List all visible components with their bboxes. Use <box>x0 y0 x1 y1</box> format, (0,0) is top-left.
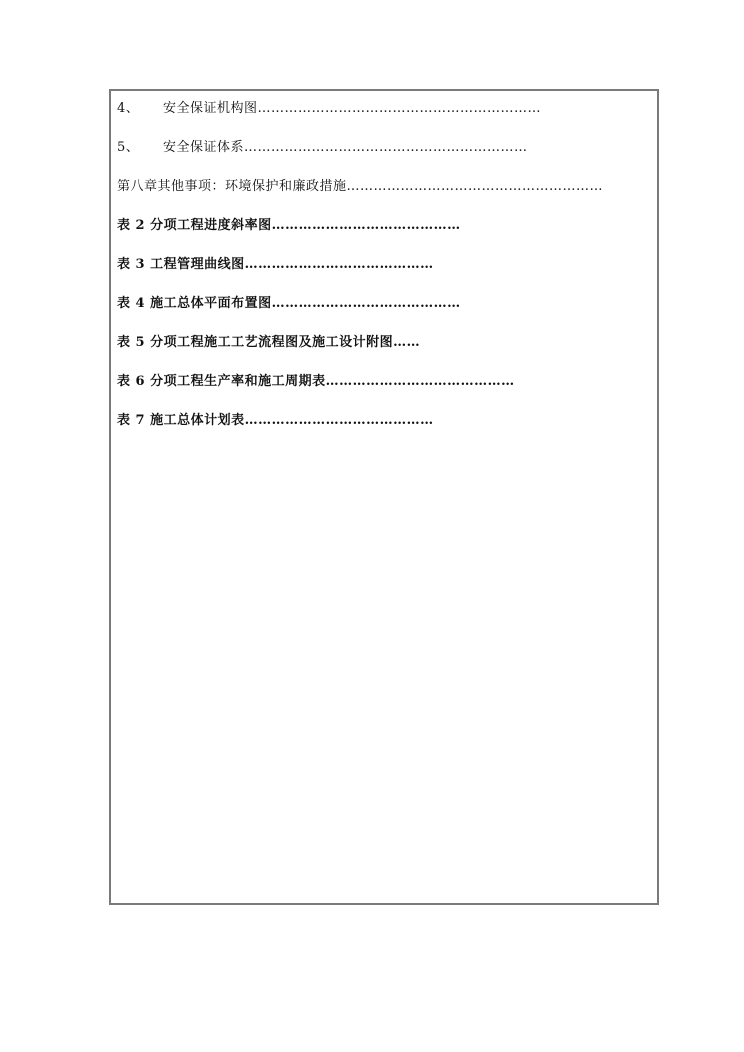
toc-item-safety-org-chart[interactable] <box>117 101 541 117</box>
toc-item-table-7[interactable] <box>117 413 434 429</box>
toc-leader-dots: …………………………………… <box>244 413 434 428</box>
toc-item-title: 表 5 分项工程施工工艺流程图及施工设计附图 <box>117 335 394 350</box>
toc-item-safety-system[interactable] <box>117 140 528 156</box>
toc-item-title: 表 3 工程管理曲线图 <box>117 257 245 272</box>
toc-leader-dots: …………………………………… <box>325 374 515 389</box>
toc-item-table-3[interactable] <box>117 257 434 273</box>
toc-leader-dots: ……………………………………………………… <box>257 101 542 116</box>
toc-leader-dots: ………………………………………………… <box>346 179 604 194</box>
toc-item-title: 安全保证体系 <box>163 140 245 155</box>
toc-item-table-4[interactable] <box>117 296 461 312</box>
toc-leader-dots: …………………………………… <box>271 296 461 311</box>
toc-item-table-5[interactable] <box>117 335 420 351</box>
toc-item-title: 表 6 分项工程生产率和施工周期表 <box>117 374 326 389</box>
toc-item-title: 安全保证机构图 <box>163 101 258 116</box>
toc-item-number: 4、 <box>117 101 140 116</box>
page-border-frame <box>109 89 659 905</box>
toc-leader-dots: …… <box>393 335 421 350</box>
toc-item-table-2[interactable] <box>117 218 461 234</box>
toc-item-chapter-8[interactable] <box>117 179 603 195</box>
toc-leader-dots: …………………………………… <box>244 257 434 272</box>
toc-item-table-6[interactable] <box>117 374 515 390</box>
toc-leader-dots: ……………………………………………………… <box>244 140 528 155</box>
toc-item-title: 表 4 施工总体平面布置图 <box>117 296 272 311</box>
toc-leader-dots: …………………………………… <box>271 218 461 233</box>
toc-item-title: 表 2 分项工程进度斜率图 <box>117 218 272 233</box>
toc-item-number: 5、 <box>117 140 140 155</box>
toc-item-title: 表 7 施工总体计划表 <box>117 413 245 428</box>
toc-item-title: 第八章其他事项：环境保护和廉政措施 <box>117 179 347 194</box>
